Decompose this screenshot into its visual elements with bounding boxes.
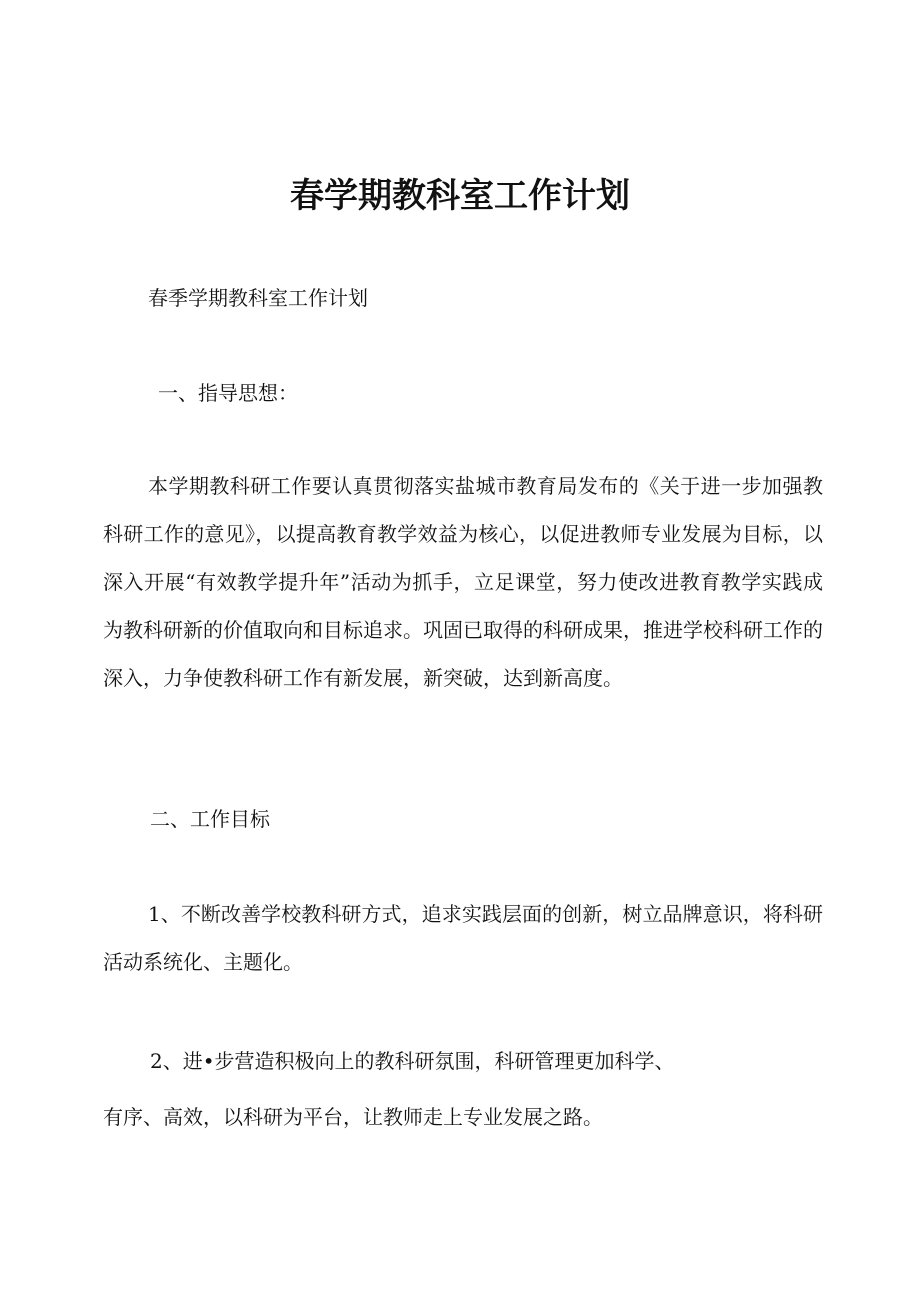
paragraph-goal-1: 1、不断改善学校教科研方式，追求实践层面的创新，树立品牌意识，将科研活动系统化、主题化。 [103, 902, 823, 974]
section-heading-guiding-ideology: 一、指导思想： [158, 381, 298, 405]
paragraph-guiding-ideology: 本学期教科研工作要认真贯彻落实盐城市教育局发布的《关于进一步加强教科研工作的意见》，以提高教育教学效益为核心，以促进教师专业发展为目标，以深入开展“有效教学提升年”活动为抓手，立足课堂，努力使改进教育教学实践成为教科研新的价值取向和目标追求。巩固已取得的科研成果，推进学校科研工作的深入，力争使教科研工作有新发展，新突破，达到新高度。 [103, 474, 823, 690]
paragraph-goal-2-line-1: 2、进•步营造积极向上的教科研氛围，科研管理更加科学、 [150, 1049, 675, 1073]
document-title: 春学期教科室工作计划 [290, 176, 630, 216]
paragraph-goal-2-line-2: 有序、高效，以科研为平台，让教师走上专业发展之路。 [103, 1105, 603, 1129]
section-heading-work-goals: 二、工作目标 [150, 807, 270, 831]
document-subtitle: 春季学期教科室工作计划 [148, 286, 368, 310]
